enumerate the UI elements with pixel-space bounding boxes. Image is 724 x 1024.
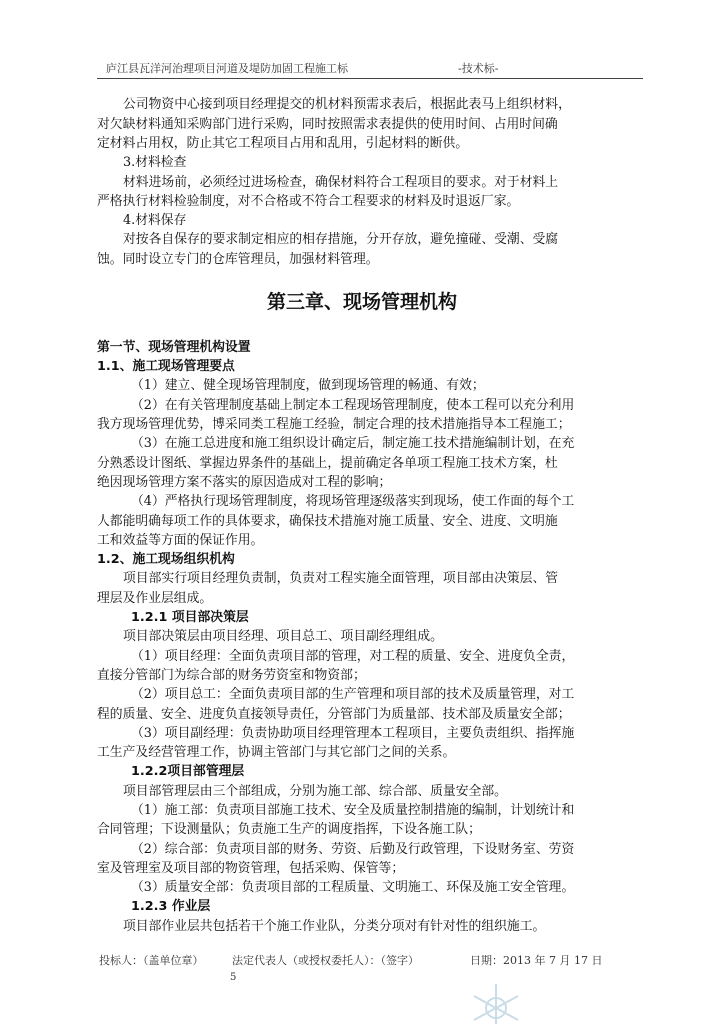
subsection-title: 1.2.1 项目部决策层 xyxy=(131,610,249,625)
list-item: （3）项目副经理：负责协助项目经理管理本工程项目，主要负责组织、指挥施 xyxy=(131,726,575,741)
body-line: 项目部作业层共包括若干个施工作业队，分类分项对有针对性的组织施工。 xyxy=(123,919,546,934)
body-line: 理层及作业层组成。 xyxy=(97,591,213,606)
footer-date: 日期：2013 年 7 月 17 日 xyxy=(470,954,603,967)
subheading-material-storage: 4.材料保存 xyxy=(123,213,187,228)
subsection-title: 1.2.2项目部管理层 xyxy=(131,764,245,779)
list-item: （3）质量安全部：负责项目部的工程质量、文明施工、环保及施工安全管理。 xyxy=(131,880,575,895)
list-item: （1）项目经理：全面负责项目部的管理，对工程的质量、安全、进度负全责， xyxy=(131,649,575,664)
section-title: 第一节、现场管理机构设置 xyxy=(97,340,251,355)
list-item: （2）在有关管理制度基础上制定本工程现场管理制度，使本工程可以充分利用 xyxy=(131,398,575,413)
body-line: 对欠缺材料通知采购部门进行采购，同时按照需求表提供的使用时间、占用时间确 xyxy=(97,117,558,132)
body-line: 严格执行材料检验制度，对不合格或不符合工程要求的材料及时退返厂家。 xyxy=(97,194,520,209)
body-line: 人都能明确每项工作的具体要求，确保技术措施对施工质量、安全、进度、文明施 xyxy=(97,514,558,529)
body-line: 程的质量、安全、进度负直接领导责任，分管部门为质量部、技术部及质量安全部； xyxy=(97,707,571,722)
subsection-title: 1.1、施工现场管理要点 xyxy=(97,359,235,374)
list-item: （2）项目总工：全面负责项目部的生产管理和项目部的技术及质量管理，对工 xyxy=(131,687,575,702)
header-doc-type: -技术标- xyxy=(458,62,499,75)
list-item: （2）综合部：负责项目部的财务、劳资、后勤及行政管理，下设财务室、劳资 xyxy=(131,842,575,857)
body-line: 绝因现场管理方案不落实的原因造成对工程的影响； xyxy=(97,475,392,490)
list-item: （1）建立、健全现场管理制度，做到现场管理的畅通、有效； xyxy=(131,378,485,393)
body-line: 公司物资中心接到项目经理提交的机材料预需求表后，根据此表马上组织材料， xyxy=(123,97,571,112)
body-line: 工和效益等方面的保证作用。 xyxy=(97,533,264,548)
chapter-title: 第三章、现场管理机构 xyxy=(266,291,457,313)
header-project-title: 庐江县瓦洋河治理项目河道及堤防加固工程施工标 xyxy=(106,62,348,75)
body-line: 室及管理室及项目部的物资管理，包括采购、保管等； xyxy=(97,861,405,876)
body-line: 项目部实行项目经理负责制，负责对工程实施全面管理，项目部由决策层、管 xyxy=(123,571,559,586)
body-line: 我方现场管理优势，博采同类工程施工经验，制定合理的技术措施指导本工程施工； xyxy=(97,417,571,432)
body-line: 蚀。同时设立专门的仓库管理员，加强材料管理。 xyxy=(97,252,379,267)
list-item: （1）施工部：负责项目部施工技术、安全及质量控制措施的编制，计划统计和 xyxy=(131,803,575,818)
subsection-title: 1.2、施工现场组织机构 xyxy=(97,552,235,567)
snowflake-watermark-icon xyxy=(466,980,526,1024)
header-divider xyxy=(97,78,643,79)
subheading-material-check: 3.材料检查 xyxy=(123,155,187,170)
body-line: 项目部决策层由项目经理、项目总工、项目副经理组成。 xyxy=(123,629,443,644)
body-line: 材料进场前，必须经过进场检查，确保材料符合工程项目的要求。对于材料上 xyxy=(123,175,559,190)
body-line: 工生产及经营管理工作，协调主管部门与其它部门之间的关系。 xyxy=(97,745,456,760)
list-item: （3）在施工总进度和施工组织设计确定后，制定施工技术措施编制计划，在充 xyxy=(131,436,575,451)
page-number: 5 xyxy=(230,972,237,983)
body-line: 合同管理；下设测量队；负责施工生产的调度指挥，下设各施工队； xyxy=(97,822,481,837)
list-item: （4）严格执行现场管理制度，将现场管理逐级落实到现场，使工作面的每个工 xyxy=(131,494,575,509)
subsection-title: 1.2.3 作业层 xyxy=(131,899,211,914)
body-line: 直接分管部门为综合部的财务劳资室和物资部； xyxy=(97,668,366,683)
body-line: 定材料占用权，防止其它工程项目占用和乱用，引起材料的断供。 xyxy=(97,136,469,151)
footer-bidder: 投标人：（盖单位章） xyxy=(99,954,204,967)
body-line: 项目部管理层由三个部组成，分别为施工部、综合部、质量安全部。 xyxy=(123,784,507,799)
body-line: 对按各自保存的要求制定相应的相存措施，分开存放，避免撞碰、受潮、受腐 xyxy=(123,232,559,247)
footer-legal-rep: 法定代表人（或授权委托人）：（签字） xyxy=(232,954,419,967)
body-line: 分熟悉设计图纸、掌握边界条件的基础上，提前确定各单项工程施工技术方案，杜 xyxy=(97,456,558,471)
